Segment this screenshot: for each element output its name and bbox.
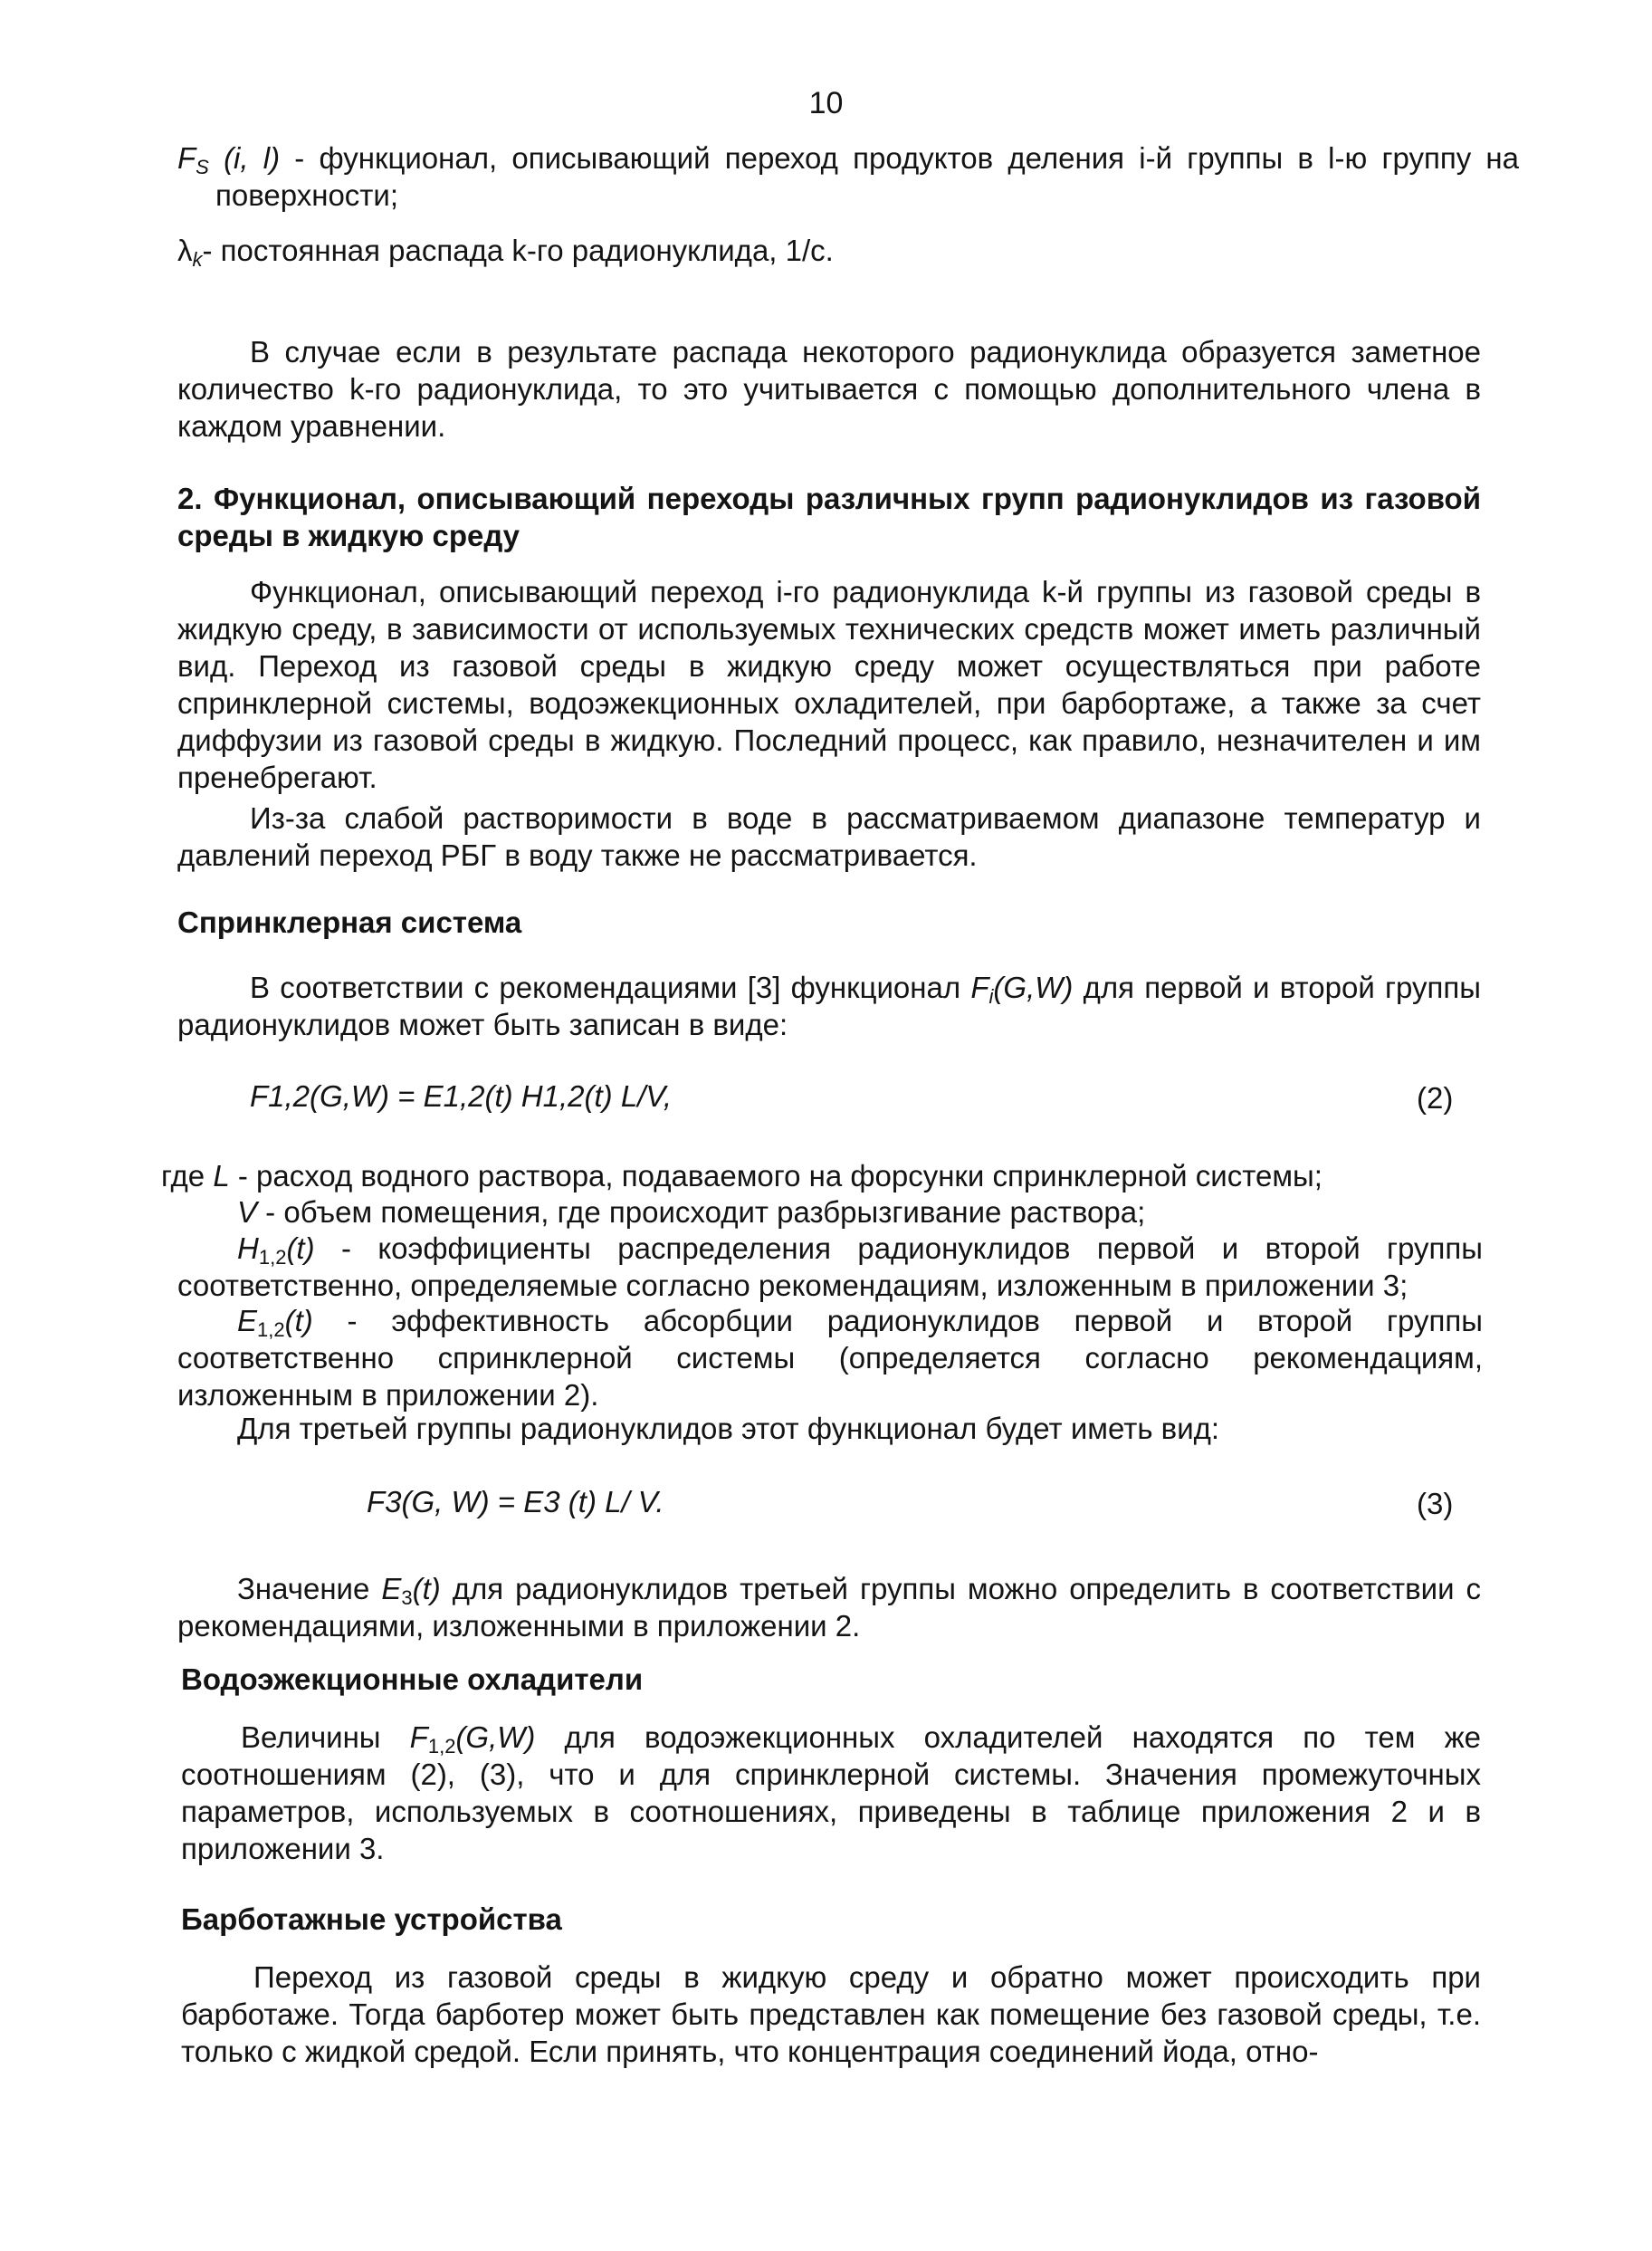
fs-args: (i, l) bbox=[208, 141, 281, 175]
formula-3-number: (3) bbox=[1417, 1487, 1454, 1520]
e3-symbol: E bbox=[381, 1572, 402, 1605]
definition-fs bbox=[177, 139, 1519, 214]
E-subscript: 1,2 bbox=[257, 1318, 285, 1341]
H-symbol: H bbox=[237, 1231, 259, 1265]
E-args: (t) bbox=[284, 1304, 313, 1337]
intro-fn-args: (G,W) bbox=[993, 971, 1074, 1004]
e3-text-b: для радионуклидов третьей группы можно определить в соответствии с рекомендациями, изложенными в приложении 2. bbox=[177, 1572, 1481, 1643]
fs-symbol: F bbox=[177, 141, 196, 175]
ejector-args: (G,W) bbox=[455, 1720, 536, 1754]
ejector-paragraph bbox=[181, 1719, 1481, 1867]
ejector-text-b: для водоэжекционных охладителей находятся по тем же соотношениям (2), (3), что и для спринклерной системы. Значения промежуточных параметров, используемых в соотношениях, приведены в таблице приложения 2 и в приложении 3. bbox=[181, 1720, 1481, 1865]
section-2-paragraph-1: Функционал, описывающий переход i-го радионуклида k-й группы из газовой среды в жидкую среду, в зависимости от используемых технических средств может иметь различный вид. Переход из газовой среды в жидкую среду может осуществляться при работе спринклерной системы, водоэжекционных охладителей, при барбортаже, а также за счет диффузии из газовой среды в жидкую. Последний процесс, как правило, незначителен и им пренебрегают. bbox=[177, 575, 1481, 794]
e3-text-a: Значение bbox=[237, 1572, 382, 1605]
lambda-subscript: k bbox=[192, 248, 203, 271]
ejector-text-a: Величины bbox=[241, 1720, 410, 1754]
sprinkler-intro-b: для первой и второй группы радионуклидов может быть записан в виде: bbox=[177, 971, 1481, 1041]
bubbler-heading: Барботажные устройства bbox=[181, 1902, 562, 1936]
bubbler-paragraph: Переход из газовой среды в жидкую среду и обратно может происходить при барботаже. Тогда барботер может быть представлен как помещение без газовой среды, т.е. только с жидкой средой. Если принять, что концентрация соединений йода, отно- bbox=[181, 1960, 1481, 2068]
E-text: - эффективность абсорбции радионуклидов первой и второй группы соответственно спринклерной системы (определяется согласно рекомендациям, изложенным в приложении 2). bbox=[177, 1304, 1483, 1412]
paragraph-decay: В случае если в результате распада некоторого радионуклида образуется заметное количество k-го радионуклида, то это учитывается с помощью дополнительного члена в каждом уравнении. bbox=[177, 335, 1481, 443]
L-text: - расход водного раствора, подаваемого на форсунки спринклерной системы; bbox=[229, 1159, 1323, 1193]
sprinkler-intro-a: В соответствии с рекомендациями [3] функционал bbox=[250, 971, 971, 1004]
sprinkler-intro bbox=[177, 969, 1481, 1043]
ejector-subscript: 1,2 bbox=[427, 1735, 456, 1758]
page-number: 10 bbox=[808, 86, 844, 120]
intro-fn-symbol: F bbox=[970, 971, 989, 1004]
V-text: - объем помещения, где происходит разбрызгивание раствора; bbox=[257, 1195, 1146, 1229]
H-text: - коэффициенты распределения радионуклидов первой и второй группы соответственно, определяемые согласно рекомендациям, изложенным в приложении 3; bbox=[177, 1231, 1483, 1302]
ejector-symbol: F bbox=[409, 1720, 428, 1754]
lambda-text: - постоянная распада k-го радионуклида, 1/с. bbox=[202, 234, 834, 267]
e3-subscript: 3 bbox=[401, 1586, 413, 1609]
section-2-heading: 2. Функционал, описывающий переходы различных групп радионуклидов из газовой среды в жидкую среду bbox=[177, 482, 1481, 552]
intro-fn-subscript: i bbox=[988, 985, 994, 1008]
section-2-paragraph-2: Из-за слабой растворимости в воде в рассматриваемом диапазоне температур и давлений переход РБГ в воду также не рассматривается. bbox=[177, 801, 1481, 872]
L-symbol: L bbox=[213, 1159, 230, 1193]
e3-paragraph bbox=[177, 1570, 1481, 1644]
where-lead: где bbox=[161, 1159, 214, 1193]
ejector-heading: Водоэжекционные охладители bbox=[181, 1662, 644, 1696]
where-E bbox=[177, 1302, 1483, 1413]
V-symbol: V bbox=[237, 1195, 258, 1229]
lambda-symbol: λ bbox=[177, 234, 193, 267]
definition-lambda bbox=[177, 232, 1481, 269]
H-subscript: 1,2 bbox=[258, 1246, 287, 1269]
formula-2-number: (2) bbox=[1417, 1081, 1454, 1115]
third-group-line: Для третьей группы радионуклидов этот функционал будет иметь вид: bbox=[237, 1412, 1220, 1445]
E-symbol: E bbox=[237, 1304, 258, 1337]
H-args: (t) bbox=[286, 1231, 315, 1265]
e3-args: (t) bbox=[412, 1572, 441, 1605]
where-V bbox=[237, 1193, 1483, 1231]
formula-3: F3(G, W) = E3 (t) L/ V. bbox=[367, 1485, 664, 1518]
fs-subscript: S bbox=[196, 156, 209, 178]
where-L bbox=[161, 1157, 1483, 1194]
formula-2: F1,2(G,W) = E1,2(t) H1,2(t) L/V, bbox=[250, 1079, 673, 1113]
fs-text: - функционал, описывающий переход продуктов деления i-й группы в l-ю группу на поверхности; bbox=[215, 141, 1519, 212]
sprinkler-heading: Спринклерная система bbox=[177, 905, 522, 939]
where-H bbox=[177, 1230, 1483, 1304]
